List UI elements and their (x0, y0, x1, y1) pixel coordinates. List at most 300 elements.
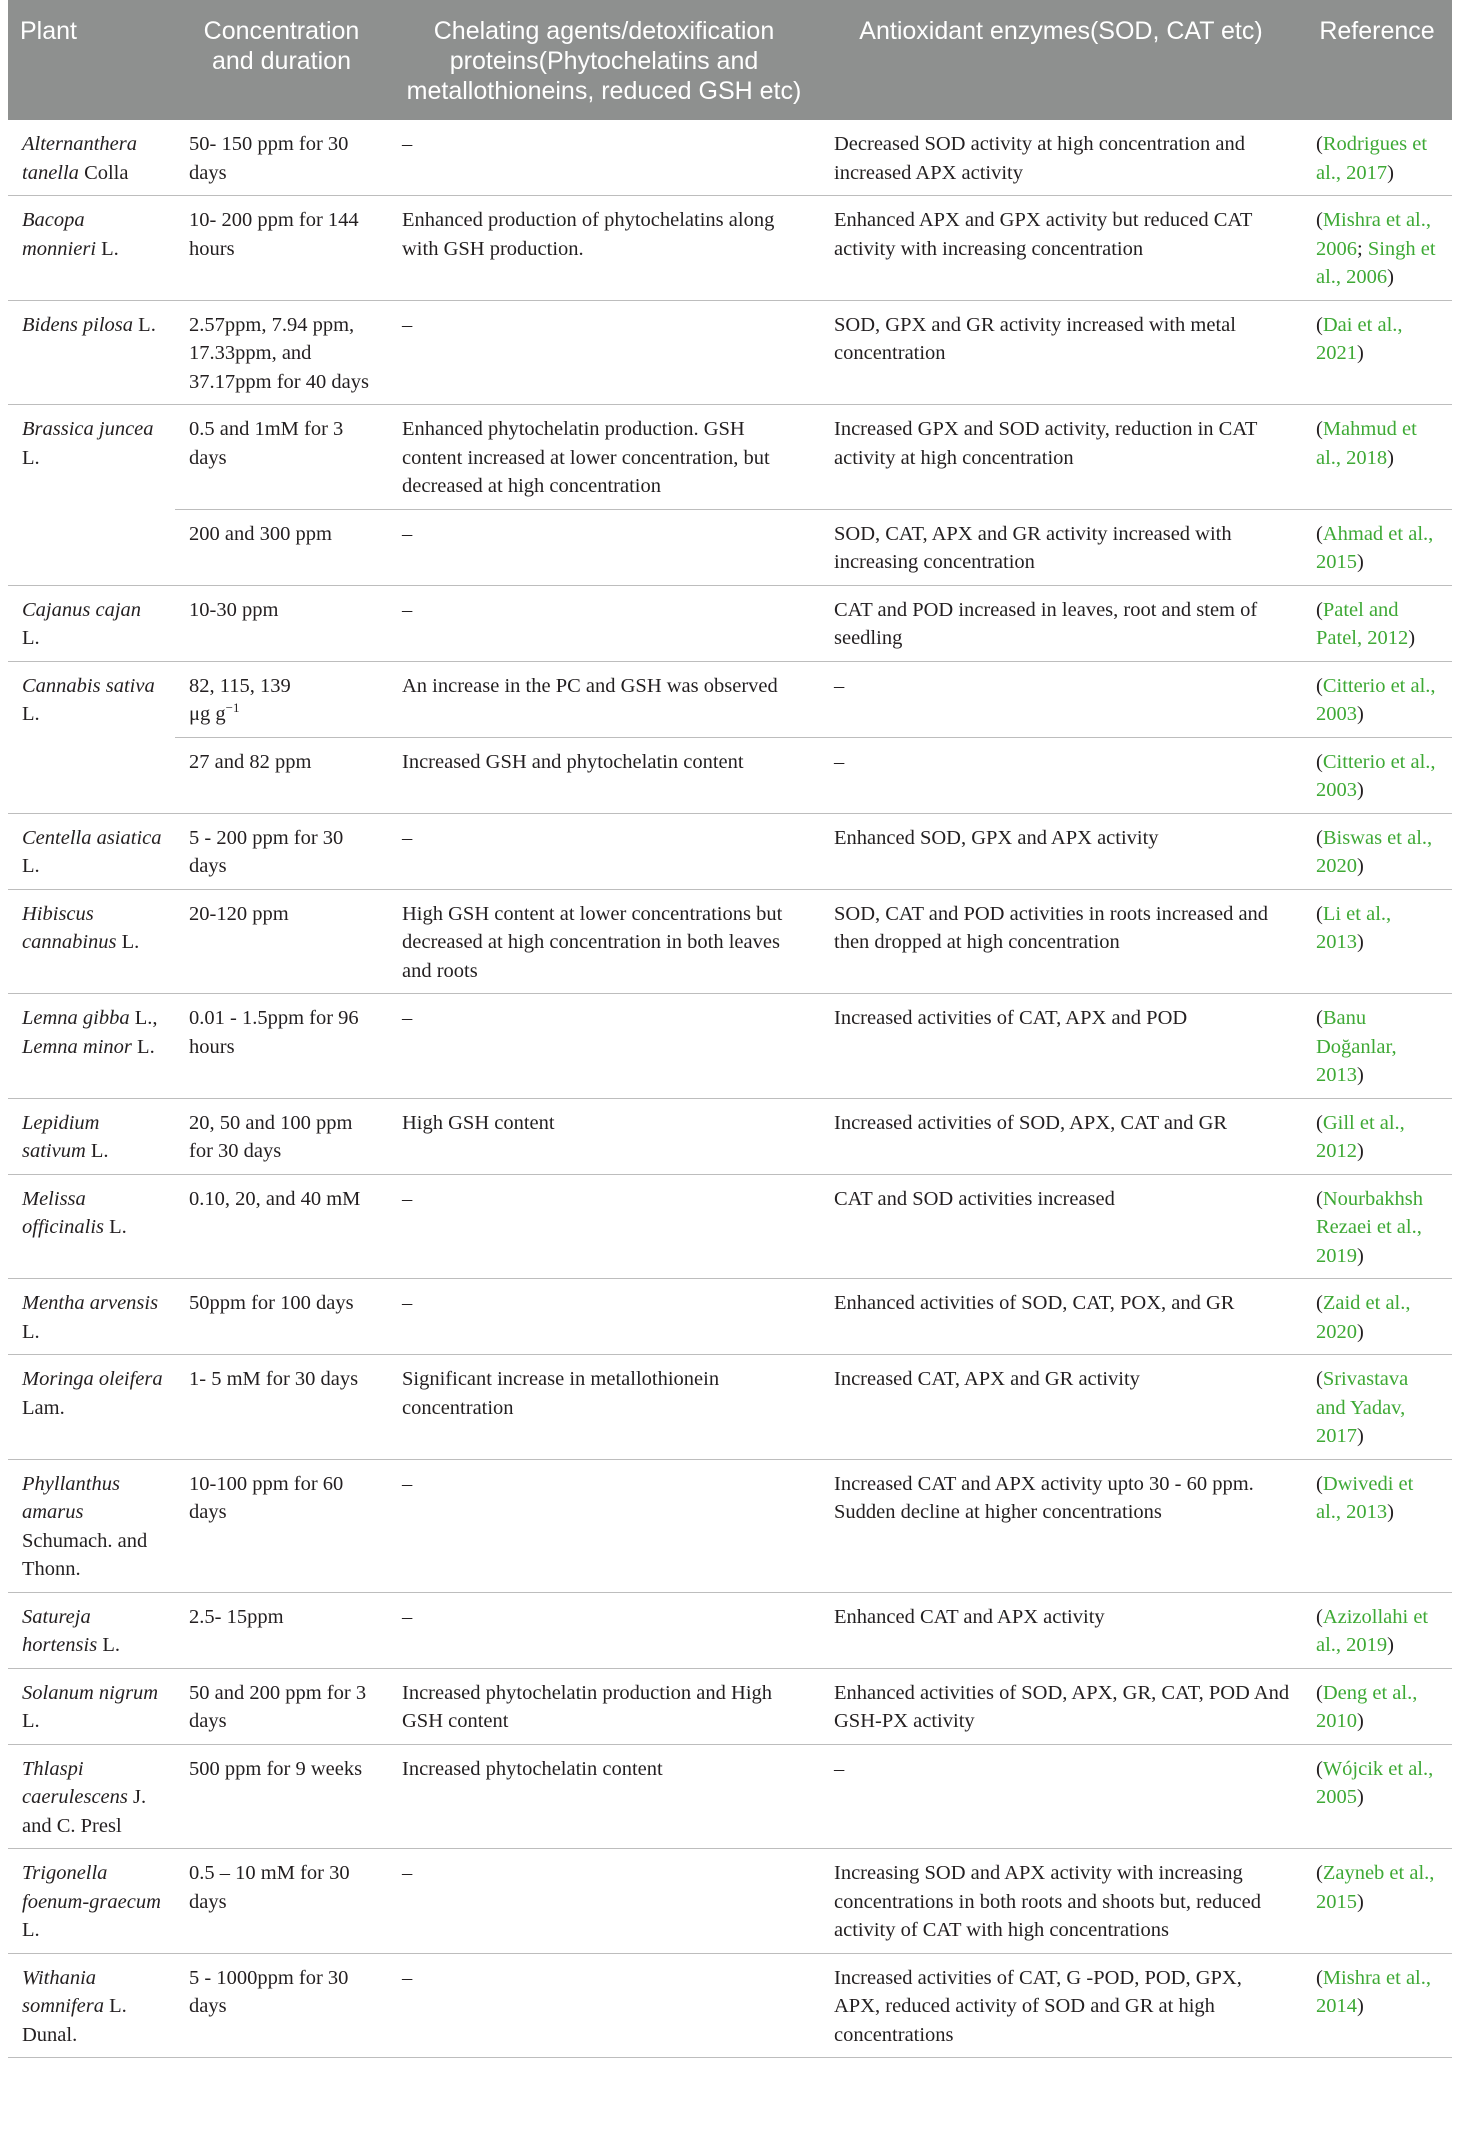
table-row (8, 1279, 1452, 1355)
ref-paren-open: ( (1316, 1111, 1323, 1134)
reference-cell (1302, 1592, 1452, 1668)
plant-cell (8, 1744, 175, 1849)
antioxidant-text: – (834, 750, 845, 773)
concentration-text: 5 - 200 ppm for 30 days (189, 826, 344, 877)
concentration-unit: μg g (189, 703, 226, 725)
table-row (8, 196, 1452, 301)
plant-cell (8, 509, 175, 585)
chelating-text: Significant increase in metallothionein concentration (402, 1368, 720, 1419)
chelating-cell (388, 1098, 820, 1174)
chelating-text: Increased phytochelatin content (402, 1757, 663, 1780)
ref-paren-close: ) (1387, 161, 1394, 184)
plant-author: L. (121, 931, 140, 953)
plant-author: L., (134, 1007, 158, 1029)
ref-paren-open: ( (1316, 133, 1323, 155)
concentration-unit-exponent: −1 (225, 700, 240, 716)
ref-paren-open: ( (1316, 750, 1323, 773)
antioxidant-text: CAT and SOD activities increased (834, 1187, 1115, 1210)
header-antioxidant: Antioxidant enzymes(SOD, CAT etc) (820, 0, 1302, 120)
antioxidant-cell (820, 1849, 1302, 1954)
ref-paren-close: ) (1357, 931, 1364, 953)
plant-cell (8, 1174, 175, 1279)
chelating-cell (388, 994, 820, 1099)
ref-paren-open: ( (1316, 1472, 1323, 1495)
ref-paren-open: ( (1316, 1007, 1323, 1029)
antioxidant-text: – (834, 1757, 845, 1780)
antioxidant-text: Decreased SOD activity at high concentration and increased APX activity (834, 133, 1245, 184)
chelating-text: – (402, 1605, 413, 1628)
plant-genus: Cajanus cajan (22, 598, 142, 621)
table-row (8, 120, 1452, 196)
reference-link[interactable]: Zayneb et al., 2015 (1316, 1862, 1435, 1913)
plant-author: L. (102, 1634, 120, 1656)
reference-cell (1302, 585, 1452, 661)
chelating-text: – (402, 1472, 413, 1495)
ref-paren-close: ) (1357, 855, 1364, 877)
chelating-cell (388, 813, 820, 889)
reference-cell (1302, 1668, 1452, 1744)
plant-cell (8, 585, 175, 661)
antioxidant-text: Increased GPX and SOD activity, reduction in CAT activity at high concentration (834, 418, 1258, 469)
plant-genus: Solanum nigrum (22, 1681, 159, 1704)
concentration-text: 27 and 82 ppm (189, 750, 312, 773)
reference-link[interactable]: Deng et al., 2010 (1316, 1681, 1418, 1732)
antioxidant-cell (820, 120, 1302, 196)
antioxidant-cell (820, 889, 1302, 994)
data-table (8, 0, 1452, 2058)
concentration-cell (175, 1592, 388, 1668)
chelating-text: – (402, 1007, 413, 1029)
ref-paren-open: ( (1316, 313, 1323, 336)
antioxidant-cell (820, 1174, 1302, 1279)
plant-genus: Cannabis sativa (22, 674, 155, 697)
chelating-cell (388, 1279, 820, 1355)
concentration-cell (175, 1744, 388, 1849)
reference-cell (1302, 1744, 1452, 1849)
ref-paren-close: ) (1357, 1244, 1364, 1267)
concentration-text: 1- 5 mM for 30 days (189, 1368, 359, 1390)
antioxidant-text: Increased CAT, APX and GR activity (834, 1368, 1140, 1390)
table-row (8, 1849, 1452, 1954)
plant-author: L. (22, 446, 40, 469)
plant-author: Schumach. and Thonn. (22, 1529, 148, 1580)
antioxidant-cell (820, 585, 1302, 661)
concentration-text: 2.5- 15ppm (189, 1605, 284, 1628)
table-row (8, 1355, 1452, 1460)
antioxidant-cell (820, 1592, 1302, 1668)
concentration-text: 200 and 300 ppm (189, 522, 332, 545)
plant-genus: Alternanthera tanella (22, 133, 138, 184)
reference-cell (1302, 1459, 1452, 1592)
plant-cell (8, 661, 175, 737)
ref-paren-close: ) (1387, 1501, 1394, 1523)
chelating-cell (388, 889, 820, 994)
antioxidant-text: SOD, CAT and POD activities in roots increased and then dropped at high concentration (834, 902, 1269, 953)
concentration-text: 50 and 200 ppm for 3 days (189, 1681, 367, 1732)
reference-cell (1302, 196, 1452, 301)
plant-genus: Phyllanthus amarus (22, 1472, 120, 1523)
plant-genus: Melissa officinalis (22, 1187, 104, 1238)
chelating-cell (388, 585, 820, 661)
reference-cell (1302, 120, 1452, 196)
chelating-text: – (402, 1187, 413, 1210)
ref-paren-open: ( (1316, 1292, 1323, 1314)
header-reference: Reference (1302, 0, 1452, 120)
reference-link[interactable]: Dwivedi et al., 2013 (1316, 1472, 1414, 1523)
concentration-cell (175, 1174, 388, 1279)
ref-separator: ; (1357, 237, 1368, 260)
reference-link[interactable]: Biswas et al., 2020 (1316, 826, 1433, 877)
concentration-text: 10-30 ppm (189, 598, 279, 621)
chelating-cell (388, 737, 820, 813)
concentration-cell (175, 509, 388, 585)
reference-cell (1302, 300, 1452, 405)
antioxidant-text: Increased activities of CAT, G -POD, POD, GPX, APX, reduced activity of SOD and GR at high concentrations (834, 1966, 1242, 2046)
concentration-cell (175, 1849, 388, 1954)
ref-paren-close: ) (1357, 1890, 1364, 1913)
table-body (8, 120, 1452, 2058)
chelating-text: – (402, 1292, 413, 1314)
ref-paren-close: ) (1357, 1140, 1364, 1162)
table-row (8, 1953, 1452, 2058)
antioxidant-cell (820, 509, 1302, 585)
reference-cell (1302, 737, 1452, 813)
antioxidant-text: Enhanced CAT and APX activity (834, 1605, 1105, 1628)
plant-cell (8, 1849, 175, 1954)
table-row (8, 1744, 1452, 1849)
antioxidant-cell (820, 737, 1302, 813)
reference-link[interactable]: Gill et al., 2012 (1316, 1111, 1405, 1162)
plant-genus: Bidens pilosa (22, 313, 134, 336)
table-row (8, 1459, 1452, 1592)
reference-link[interactable]: Mishra et al., 2014 (1316, 1966, 1431, 2017)
chelating-cell (388, 661, 820, 737)
ref-paren-close: ) (1357, 1425, 1364, 1447)
chelating-cell (388, 1953, 820, 2058)
reference-cell (1302, 405, 1452, 510)
antioxidant-cell (820, 661, 1302, 737)
table-header-row (8, 0, 1452, 120)
concentration-text: 2.57ppm, 7.94 ppm, 17.33ppm, and 37.17ppm for 40 days (189, 313, 369, 393)
ref-paren-close: ) (1408, 627, 1416, 649)
plant-cell (8, 120, 175, 196)
ref-paren-open: ( (1316, 209, 1323, 231)
reference-link[interactable]: Banu Doğanlar, 2013 (1316, 1007, 1397, 1086)
table-row (8, 1174, 1452, 1279)
ref-paren-close: ) (1357, 1320, 1364, 1343)
concentration-cell (175, 1953, 388, 2058)
antioxidant-cell (820, 1668, 1302, 1744)
ref-paren-open: ( (1316, 522, 1323, 545)
reference-link[interactable]: Dai et al., 2021 (1316, 313, 1403, 364)
chelating-text: – (402, 133, 413, 155)
ref-paren-close: ) (1357, 342, 1364, 364)
chelating-cell (388, 1459, 820, 1592)
chelating-cell (388, 196, 820, 301)
concentration-text: 0.01 - 1.5ppm for 96 hours (189, 1007, 359, 1058)
chelating-text: An increase in the PC and GSH was observed (402, 674, 778, 697)
plant-author: L. (138, 313, 156, 336)
concentration-cell (175, 405, 388, 510)
plant-cell (8, 1668, 175, 1744)
ref-paren-open: ( (1316, 598, 1323, 621)
chelating-text: Enhanced production of phytochelatins along with GSH production. (402, 209, 775, 260)
plant-cell (8, 1098, 175, 1174)
concentration-cell (175, 196, 388, 301)
reference-cell (1302, 813, 1452, 889)
antioxidant-text: SOD, CAT, APX and GR activity increased with increasing concentration (834, 522, 1232, 573)
table-row (8, 661, 1452, 737)
concentration-text: 5 - 1000ppm for 30 days (189, 1966, 349, 2017)
plant-author-2: L. (137, 1035, 155, 1058)
reference-link[interactable]: Citterio et al., 2003 (1316, 674, 1436, 725)
chelating-cell (388, 405, 820, 510)
plant-author: J. and C. Presl (22, 1786, 147, 1837)
antioxidant-cell (820, 813, 1302, 889)
plant-author: L. Dunal. (22, 1995, 127, 2046)
concentration-text: 50- 150 ppm for 30 days (189, 133, 349, 184)
plant-genus: Satureja hortensis (22, 1605, 98, 1656)
concentration-cell (175, 1098, 388, 1174)
ref-paren-close: ) (1357, 1995, 1364, 2017)
plant-cell (8, 1459, 175, 1592)
plant-author: L. (22, 1320, 40, 1343)
antioxidant-cell (820, 1459, 1302, 1592)
ref-paren-open: ( (1316, 1681, 1323, 1704)
concentration-cell (175, 1668, 388, 1744)
table-row (8, 813, 1452, 889)
reference-cell (1302, 1279, 1452, 1355)
chelating-cell (388, 1592, 820, 1668)
ref-paren-close: ) (1357, 703, 1364, 725)
header-plant: Plant (8, 0, 175, 120)
chelating-text: Increased GSH and phytochelatin content (402, 750, 744, 773)
antioxidant-text: Enhanced SOD, GPX and APX activity (834, 826, 1159, 849)
header-concentration: Concentration and duration (175, 0, 388, 120)
plant-genus: Bacopa monnieri (22, 209, 97, 260)
plant-cell (8, 737, 175, 813)
antioxidant-cell (820, 1098, 1302, 1174)
ref-paren-open: ( (1316, 1187, 1323, 1210)
concentration-text: 20, 50 and 100 ppm for 30 days (189, 1111, 353, 1162)
ref-paren-close: ) (1387, 1634, 1394, 1656)
concentration-cell (175, 585, 388, 661)
ref-paren-open: ( (1316, 826, 1323, 849)
chelating-text: – (402, 522, 413, 545)
reference-cell (1302, 994, 1452, 1099)
reference-cell (1302, 661, 1452, 737)
plant-author: L. (22, 1710, 40, 1732)
plant-genus: Lemna gibba (22, 1007, 130, 1029)
antioxidant-text: Increased activities of SOD, APX, CAT and GR (834, 1111, 1228, 1134)
table-row (8, 994, 1452, 1099)
antioxidant-text: Enhanced activities of SOD, APX, GR, CAT, POD And GSH-PX activity (834, 1681, 1290, 1732)
plant-cell (8, 1355, 175, 1460)
ref-paren-open: ( (1316, 674, 1323, 697)
chelating-text: – (402, 1966, 413, 1989)
antioxidant-text: CAT and POD increased in leaves, root and stem of seedling (834, 598, 1258, 649)
chelating-cell (388, 1174, 820, 1279)
plant-cell (8, 889, 175, 994)
reference-link-2[interactable]: Singh et al., 2006 (1316, 237, 1436, 288)
plant-author: L. (22, 627, 40, 649)
concentration-text: 0.10, 20, and 40 mM (189, 1187, 361, 1210)
reference-link[interactable]: Li et al., 2013 (1316, 902, 1392, 953)
plant-cell (8, 1279, 175, 1355)
table-row (8, 509, 1452, 585)
antioxidant-cell (820, 1744, 1302, 1849)
concentration-cell (175, 120, 388, 196)
chelating-text: – (402, 1862, 413, 1884)
ref-paren-open: ( (1316, 1966, 1323, 1989)
table-row (8, 889, 1452, 994)
plant-author: L. (22, 1919, 40, 1941)
plant-author: Colla (84, 161, 129, 184)
concentration-cell (175, 1459, 388, 1592)
reference-link[interactable]: Azizollahi et al., 2019 (1316, 1605, 1429, 1656)
concentration-cell (175, 889, 388, 994)
plant-genus: Moringa oleifera (22, 1368, 163, 1390)
plant-genus: Hibiscus cannabinus (22, 902, 117, 953)
table-row (8, 1098, 1452, 1174)
plant-cell (8, 405, 175, 510)
antioxidant-cell (820, 1953, 1302, 2058)
antioxidant-text: Increasing SOD and APX activity with increasing concentrations in both roots and shoots but, reduced activity of CAT with high concentrations (834, 1862, 1261, 1941)
antioxidant-text: Increased activities of CAT, APX and POD (834, 1007, 1188, 1029)
reference-link[interactable]: Citterio et al., 2003 (1316, 750, 1436, 801)
concentration-cell (175, 737, 388, 813)
concentration-text: 0.5 – 10 mM for 30 days (189, 1862, 350, 1913)
plant-genus: Mentha arvensis (22, 1292, 159, 1314)
plant-cell (8, 994, 175, 1099)
reference-cell (1302, 1174, 1452, 1279)
reference-cell (1302, 1849, 1452, 1954)
concentration-cell (175, 813, 388, 889)
chelating-cell (388, 1355, 820, 1460)
ref-paren-close: ) (1357, 1710, 1364, 1732)
plant-genus: Brassica juncea (22, 418, 154, 440)
antioxidant-cell (820, 300, 1302, 405)
plant-author: L. (109, 1216, 127, 1238)
antioxidant-text: SOD, GPX and GR activity increased with metal concentration (834, 313, 1236, 364)
ref-paren-open: ( (1316, 1862, 1323, 1884)
plant-cell (8, 813, 175, 889)
chelating-cell (388, 300, 820, 405)
chelating-text: High GSH content at lower concentrations but decreased at high concentration in both leaves and roots (402, 902, 783, 982)
reference-link[interactable]: Nourbakhsh Rezaei et al., 2019 (1316, 1187, 1424, 1267)
table-row (8, 585, 1452, 661)
chelating-text: High GSH content (402, 1111, 555, 1134)
reference-cell (1302, 509, 1452, 585)
reference-link[interactable]: Patel and Patel, 2012 (1316, 598, 1409, 649)
chelating-text: – (402, 313, 413, 336)
concentration-cell (175, 661, 388, 737)
reference-cell (1302, 889, 1452, 994)
antioxidant-cell (820, 405, 1302, 510)
plant-cell (8, 196, 175, 301)
header-chelating: Chelating agents/detoxification proteins(Phytochelatins and metallothioneins, reduced GSH etc) (388, 0, 820, 120)
concentration-text: 50ppm for 100 days (189, 1292, 354, 1314)
plant-genus: Centella asiatica (22, 826, 162, 849)
table-row (8, 300, 1452, 405)
plant-genus: Thlaspi caerulescens (22, 1757, 128, 1808)
concentration-text: 10- 200 ppm for 144 hours (189, 209, 359, 260)
chelating-text: – (402, 826, 413, 849)
plant-author: L. (22, 703, 40, 725)
reference-cell (1302, 1953, 1452, 2058)
concentration-cell (175, 300, 388, 405)
antioxidant-cell (820, 994, 1302, 1099)
antioxidant-cell (820, 1355, 1302, 1460)
antioxidant-text: Increased CAT and APX activity upto 30 - 60 ppm. Sudden decline at higher concentrations (834, 1472, 1254, 1523)
plant-cell (8, 300, 175, 405)
ref-paren-close: ) (1357, 779, 1364, 801)
chelating-cell (388, 1668, 820, 1744)
table-row (8, 405, 1452, 510)
concentration-cell (175, 1355, 388, 1460)
table-row (8, 737, 1452, 813)
ref-paren-open: ( (1316, 1605, 1323, 1628)
concentration-cell (175, 994, 388, 1099)
plant-genus: Lepidium sativum (22, 1111, 100, 1162)
reference-cell (1302, 1355, 1452, 1460)
reference-cell (1302, 1098, 1452, 1174)
ref-paren-open: ( (1316, 418, 1323, 440)
concentration-text: 10-100 ppm for 60 days (189, 1472, 344, 1523)
chelating-cell (388, 1744, 820, 1849)
ref-paren-close: ) (1357, 551, 1364, 573)
chelating-cell (388, 120, 820, 196)
ref-paren-open: ( (1316, 1757, 1323, 1780)
table-row (8, 1668, 1452, 1744)
plant-genus: Trigonella foenum-graecum (22, 1862, 161, 1913)
ref-paren-close: ) (1357, 1064, 1364, 1086)
reference-link[interactable]: Wójcik et al., 2005 (1316, 1757, 1434, 1808)
reference-link[interactable]: Ahmad et al., 2015 (1316, 522, 1434, 573)
plant-author: Lam. (22, 1396, 65, 1419)
plant-cell (8, 1953, 175, 2058)
reference-link[interactable]: Srivastava and Yadav, 2017 (1316, 1368, 1409, 1447)
ref-paren-close: ) (1387, 446, 1394, 469)
reference-link[interactable]: Mahmud et al., 2018 (1316, 418, 1417, 469)
chelating-cell (388, 1849, 820, 1954)
ref-paren-close: ) (1357, 1786, 1364, 1808)
chelating-text: – (402, 598, 413, 621)
reference-link[interactable]: Rodrigues et al., 2017 (1316, 133, 1428, 184)
reference-link[interactable]: Mishra et al., 2006 (1316, 209, 1431, 260)
reference-link[interactable]: Zaid et al., 2020 (1316, 1292, 1411, 1343)
table-row (8, 1592, 1452, 1668)
antioxidant-cell (820, 1279, 1302, 1355)
chelating-cell (388, 509, 820, 585)
antioxidant-text: Enhanced APX and GPX activity but reduced CAT activity with increasing concentration (834, 209, 1253, 260)
chelating-text: Enhanced phytochelatin production. GSH content increased at lower concentration, but decreased at high concentration (402, 418, 770, 497)
concentration-cell (175, 1279, 388, 1355)
antioxidant-text: Enhanced activities of SOD, CAT, POX, and GR (834, 1292, 1235, 1314)
concentration-text: 82, 115, 139 (189, 674, 291, 697)
plant-genus-2: Lemna minor (22, 1035, 132, 1058)
plant-cell (8, 1592, 175, 1668)
ref-paren-open: ( (1316, 902, 1323, 925)
chelating-text: Increased phytochelatin production and High GSH content (402, 1681, 773, 1732)
antioxidant-text: – (834, 674, 845, 697)
antioxidant-cell (820, 196, 1302, 301)
concentration-text: 500 ppm for 9 weeks (189, 1757, 363, 1780)
ref-paren-close: ) (1387, 266, 1394, 288)
plant-genus: Withania somnifera (22, 1966, 104, 2017)
plant-author: L. (22, 855, 40, 877)
ref-paren-open: ( (1316, 1368, 1323, 1390)
